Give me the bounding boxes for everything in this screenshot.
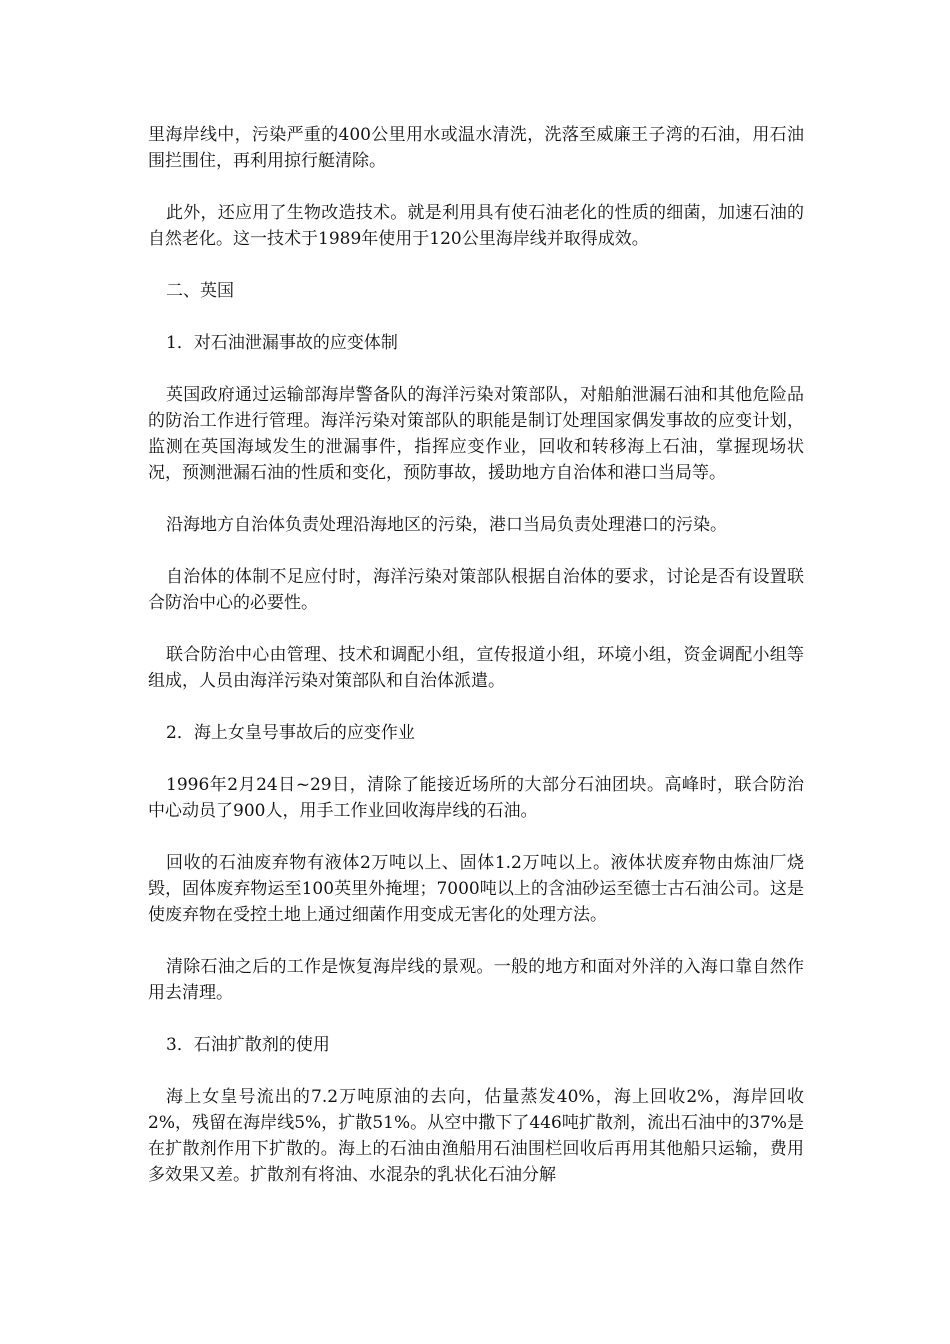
section-heading-uk: 二、英国 [166,281,234,301]
paragraph-continuation: 里海岸线中，污染严重的400公里用水或温水清洗，洗落至威廉王子湾的石油，用石油围拦围住，再利用掠行艇清除。 [148,125,804,171]
paragraph-local-authorities: 沿海地方自治体负责处理沿海地区的污染，港口当局负责处理港口的污染。 [166,515,727,535]
paragraph-joint-center-composition: 联合防治中心由管理、技术和调配小组，宣传报道小组，环境小组，资金调配小组等组成，人员由海洋污染对策部队和自治体派遣。 [148,645,804,691]
document-body [148,122,804,1214]
paragraph-bioremediation: 此外，还应用了生物改造技术。就是利用具有使石油老化的性质的细菌，加速石油的自然老化。这一技术于1989年使用于120公里海岸线并取得成效。 [148,203,804,249]
paragraph-uk-government: 英国政府通过运输部海岸警备队的海洋污染对策部队，对船舶泄漏石油和其他危险品的防治工作进行管理。海洋污染对策部队的职能是制订处理国家偶发事故的应变计划，监测在英国海域发生的泄漏事件，指挥应变作业，回收和转移海上石油，掌握现场状况，预测泄漏石油的性质和变化，预防事故，援助地方自治体和港口当局等。 [148,385,804,483]
paragraph-cleanup-dates: 1996年2月24日~29日，清除了能接近场所的大部分石油团块。高峰时，联合防治中心动员了900人，用手工作业回收海岸线的石油。 [148,775,804,821]
paragraph-waste-disposal: 回收的石油废弃物有液体2万吨以上、固体1.2万吨以上。液体状废弃物由炼油厂烧毁，固体废弃物运至100英里外掩埋；7000吨以上的含油砂运至德士古石油公司。这是使废弃物在受控土地上通过细菌作用变成无害化的处理方法。 [148,853,804,925]
paragraph-landscape-restoration: 清除石油之后的工作是恢复海岸线的景观。一般的地方和面对外洋的入海口靠自然作用去清理。 [148,957,804,1003]
paragraph-joint-center-need: 自治体的体制不足应付时，海洋污染对策部队根据自治体的要求，讨论是否有设置联合防治中心的必要性。 [148,567,804,613]
subheading-sea-empress-response: 2．海上女皇号事故后的应变作业 [166,723,415,743]
subheading-dispersant-use: 3．石油扩散剂的使用 [166,1035,330,1055]
paragraph-oil-fate: 海上女皇号流出的7.2万吨原油的去向，估量蒸发40%，海上回收2%，海岸回收2%，残留在海岸线5%，扩散51%。从空中撒下了446吨扩散剂，流出石油中的37%是在扩散剂作用下扩散的。海上的石油由渔船用石油围栏回收后再用其他船只运输，费用多效果又差。扩散剂有将油、水混杂的乳状化石油分解 [148,1087,804,1185]
subheading-response-system: 1．对石油泄漏事故的应变体制 [166,333,398,353]
